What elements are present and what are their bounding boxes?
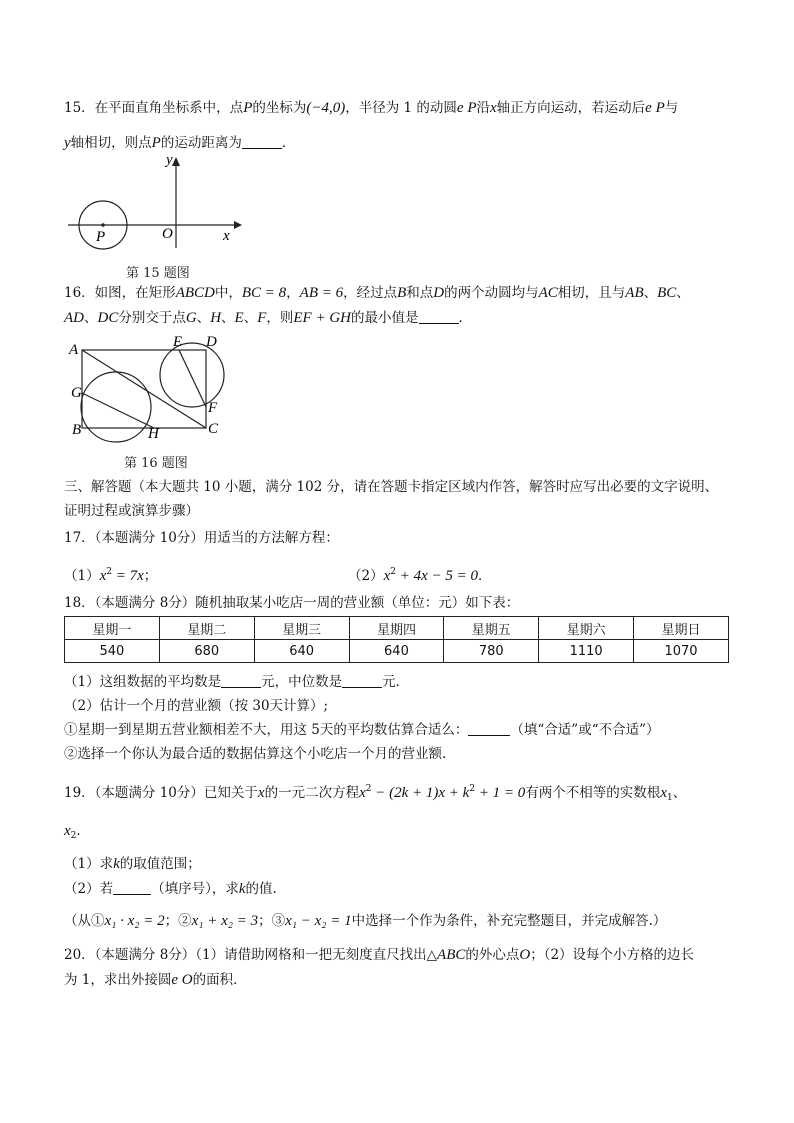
label-f: F bbox=[208, 400, 218, 416]
table-cell: 星期三 bbox=[254, 617, 349, 640]
q16-line1: 16．如图，在矩形ABCD中，BC = 8，AB = 6，经过点B和点D的两个动圆均与AC相切，且与AB、BC、 bbox=[64, 285, 690, 301]
answer-blank bbox=[113, 880, 151, 895]
table-cell: 星期六 bbox=[539, 617, 634, 640]
table-cell: 1110 bbox=[539, 640, 634, 663]
q15-line2: y轴相切，则点P的运动距离为 ． bbox=[64, 135, 296, 151]
q17-heading: 17．（本题满分 10分）用适当的方法解方程： bbox=[64, 530, 339, 546]
q18-sub1: （1）这组数据的平均数是 元，中位数是 元． bbox=[64, 674, 410, 690]
answer-blank bbox=[342, 673, 382, 688]
table-cell: 星期四 bbox=[349, 617, 444, 640]
table-cell: 星期日 bbox=[634, 617, 729, 640]
table-header-row bbox=[65, 617, 729, 640]
q18-heading: 18．（本题满分 8分）随机抽取某小吃店一周的营业额（单位：元）如下表： bbox=[64, 595, 520, 611]
q18-sub2: （2）估计一个月的营业额（按 30天计算）; bbox=[64, 698, 329, 714]
label-d: D bbox=[206, 334, 217, 350]
q16-line2: AD、DC分别交于点G、H、E、F，则EF + GH的最小值是 ． bbox=[64, 310, 472, 326]
table-cell: 680 bbox=[159, 640, 254, 663]
sales-table bbox=[64, 616, 729, 663]
q19-line1: 19．（本题满分 10分）已知关于x的一元二次方程$x^2 - (2k + 1)x + k^2 + 1 = 0$有两个不相等的实数根$x_1$、 bbox=[64, 784, 687, 803]
point-p-label: P bbox=[96, 229, 106, 245]
q15-line1: 15．在平面直角坐标系中，点P的坐标为(−4,0)，半径为 1 的动圆e P沿x轴正方向运动，若运动后e P与 bbox=[64, 100, 679, 116]
table-cell: 640 bbox=[254, 640, 349, 663]
q18-sub3: ①星期一到星期五营业额相差不大，用这 5天的平均数估算合适么： （填“合适”或“不合适”） bbox=[64, 722, 660, 738]
label-b: B bbox=[72, 422, 82, 438]
q19-options: （从①x₁ · x₂ = 2；②x₁ + x₂ = 3；③x₁ − x₂ = 1中选择一个作为条件，补充完整题目，并完成解答.） bbox=[64, 913, 667, 929]
figure-16 bbox=[66, 334, 226, 442]
section3-line2: 证明过程或演算步骤） bbox=[64, 503, 199, 519]
q18-sub4: ②选择一个你认为最合适的数据估算这个小吃店一个月的营业额. bbox=[64, 746, 447, 762]
label-a: A bbox=[69, 342, 79, 358]
y-axis-label: y bbox=[166, 152, 173, 168]
label-h: H bbox=[148, 426, 159, 442]
figure-15-caption: 第 15 题图 bbox=[126, 266, 190, 281]
table-cell: 640 bbox=[349, 640, 444, 663]
x-axis-label: x bbox=[223, 228, 230, 244]
label-e: E bbox=[173, 334, 183, 350]
table-cell: 星期一 bbox=[65, 617, 160, 640]
q19-line2: $x_2$． bbox=[64, 823, 90, 841]
figure-15 bbox=[66, 152, 246, 252]
q19-part2: （2）若 （填序号），求k的值. bbox=[64, 881, 277, 897]
q20-line1: 20．（本题满分 8分）（1）请借助网格和一把无刻度直尺找出△ABC的外心点O；（2）设每个小方格的边长 bbox=[64, 947, 695, 963]
section3-line1: 三、解答题（本大题共 10 小题，满分 102 分，请在答题卡指定区域内作答，解答时应写出必要的文字说明、 bbox=[64, 479, 719, 495]
table-cell: 星期五 bbox=[444, 617, 539, 640]
q17-part1: $(1)x^2 = 7x$； bbox=[64, 567, 158, 584]
table-cell: 星期二 bbox=[159, 617, 254, 640]
answer-blank bbox=[242, 134, 282, 149]
label-c: C bbox=[208, 421, 219, 437]
table-cell: 1070 bbox=[634, 640, 729, 663]
figure-16-caption: 第 16 题图 bbox=[124, 456, 188, 471]
q19-part1: （1）求k的取值范围； bbox=[64, 856, 201, 872]
origin-label: O bbox=[162, 226, 173, 242]
q17-part2: $(2)x^2 + 4x - 5 = 0$． bbox=[348, 567, 492, 584]
table-row bbox=[65, 640, 729, 663]
q20-line2: 为 1，求出外接圆e O的面积． bbox=[64, 972, 247, 988]
answer-blank bbox=[468, 721, 510, 736]
table-cell: 780 bbox=[444, 640, 539, 663]
table-cell: 540 bbox=[65, 640, 160, 663]
answer-blank bbox=[221, 673, 261, 688]
label-g: G bbox=[71, 385, 82, 401]
answer-blank bbox=[419, 309, 459, 324]
